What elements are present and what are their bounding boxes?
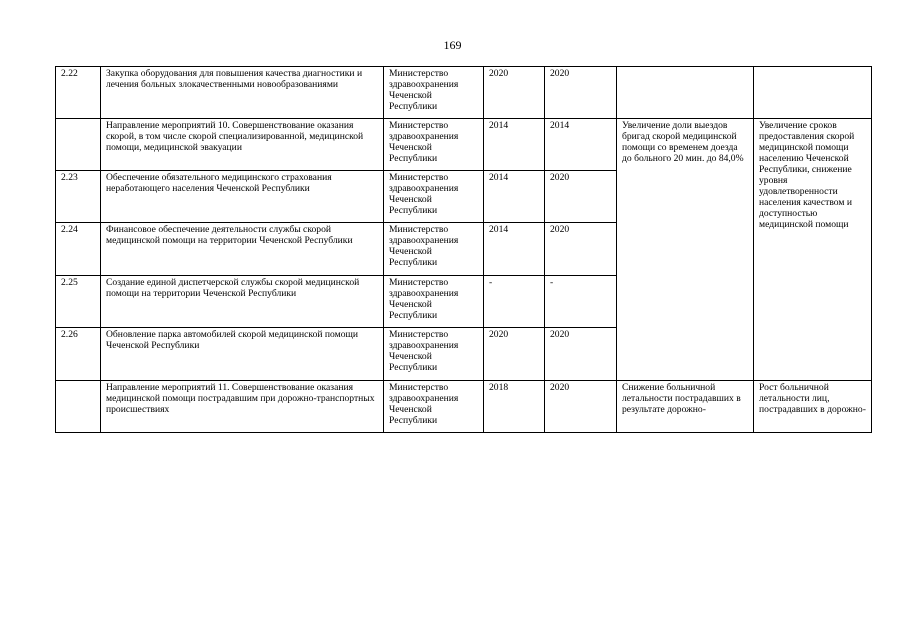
start-year: 2018	[484, 381, 545, 433]
measure-name: Обеспечение обязательного медицинского страхования неработающего населения Чеченской Республики	[101, 171, 384, 223]
end-year: 2020	[545, 223, 617, 276]
non-implementation-effect: Увеличение сроков предоставления скорой медицинской помощи населению Чеченской Республики, снижение уровня удовлетворенности населения качеством и доступностью медицинской помощи	[754, 119, 872, 381]
row-number: 2.24	[56, 223, 101, 276]
end-year: 2020	[545, 171, 617, 223]
measure-name: Направление мероприятий 10. Совершенствование оказания скорой, в том числе скорой специализированной, медицинской помощи, медицинской эвакуации	[101, 119, 384, 171]
executor: Министерство здравоохранения Чеченской Республики	[384, 381, 484, 433]
table-row	[56, 381, 872, 433]
row-number: 2.26	[56, 328, 101, 381]
end-year: -	[545, 276, 617, 328]
program-table	[55, 66, 872, 433]
end-year: 2020	[545, 67, 617, 119]
row-number: 2.22	[56, 67, 101, 119]
measure-name: Направление мероприятий 11. Совершенствование оказания медицинской помощи пострадавшим при дорожно-транспортных происшествиях	[101, 381, 384, 433]
table-row	[56, 119, 872, 171]
end-year: 2020	[545, 328, 617, 381]
executor: Министерство здравоохранения Чеченской Республики	[384, 276, 484, 328]
start-year: 2020	[484, 67, 545, 119]
executor: Министерство здравоохранения Чеченской Республики	[384, 119, 484, 171]
expected-result: Снижение больничной летальности пострадавших в результате дорожно-	[617, 381, 754, 433]
start-year: 2020	[484, 328, 545, 381]
executor: Министерство здравоохранения Чеченской Республики	[384, 223, 484, 276]
measure-name: Обновление парка автомобилей скорой медицинской помощи Чеченской Республики	[101, 328, 384, 381]
start-year: 2014	[484, 171, 545, 223]
non-implementation-effect	[754, 67, 872, 119]
executor: Министерство здравоохранения Чеченской Республики	[384, 67, 484, 119]
measure-name: Финансовое обеспечение деятельности службы скорой медицинской помощи на территории Чеченской Республики	[101, 223, 384, 276]
end-year: 2020	[545, 381, 617, 433]
start-year: 2014	[484, 223, 545, 276]
expected-result: Увеличение доли выездов бригад скорой медицинской помощи со временем доезда до больного 20 мин. до 84,0%	[617, 119, 754, 381]
start-year: -	[484, 276, 545, 328]
expected-result	[617, 67, 754, 119]
executor: Министерство здравоохранения Чеченской Республики	[384, 328, 484, 381]
table-row	[56, 67, 872, 119]
page-number: 169	[443, 38, 462, 52]
non-implementation-effect: Рост больничной летальности лиц, пострадавших в дорожно-	[754, 381, 872, 433]
measure-name: Создание единой диспетчерской службы скорой медицинской помощи на территории Чеченской Республики	[101, 276, 384, 328]
end-year: 2014	[545, 119, 617, 171]
measure-name: Закупка оборудования для повышения качества диагностики и лечения больных злокачественными новообразованиями	[101, 67, 384, 119]
executor: Министерство здравоохранения Чеченской Республики	[384, 171, 484, 223]
row-number	[56, 119, 101, 171]
row-number: 2.25	[56, 276, 101, 328]
start-year: 2014	[484, 119, 545, 171]
row-number	[56, 381, 101, 433]
row-number: 2.23	[56, 171, 101, 223]
